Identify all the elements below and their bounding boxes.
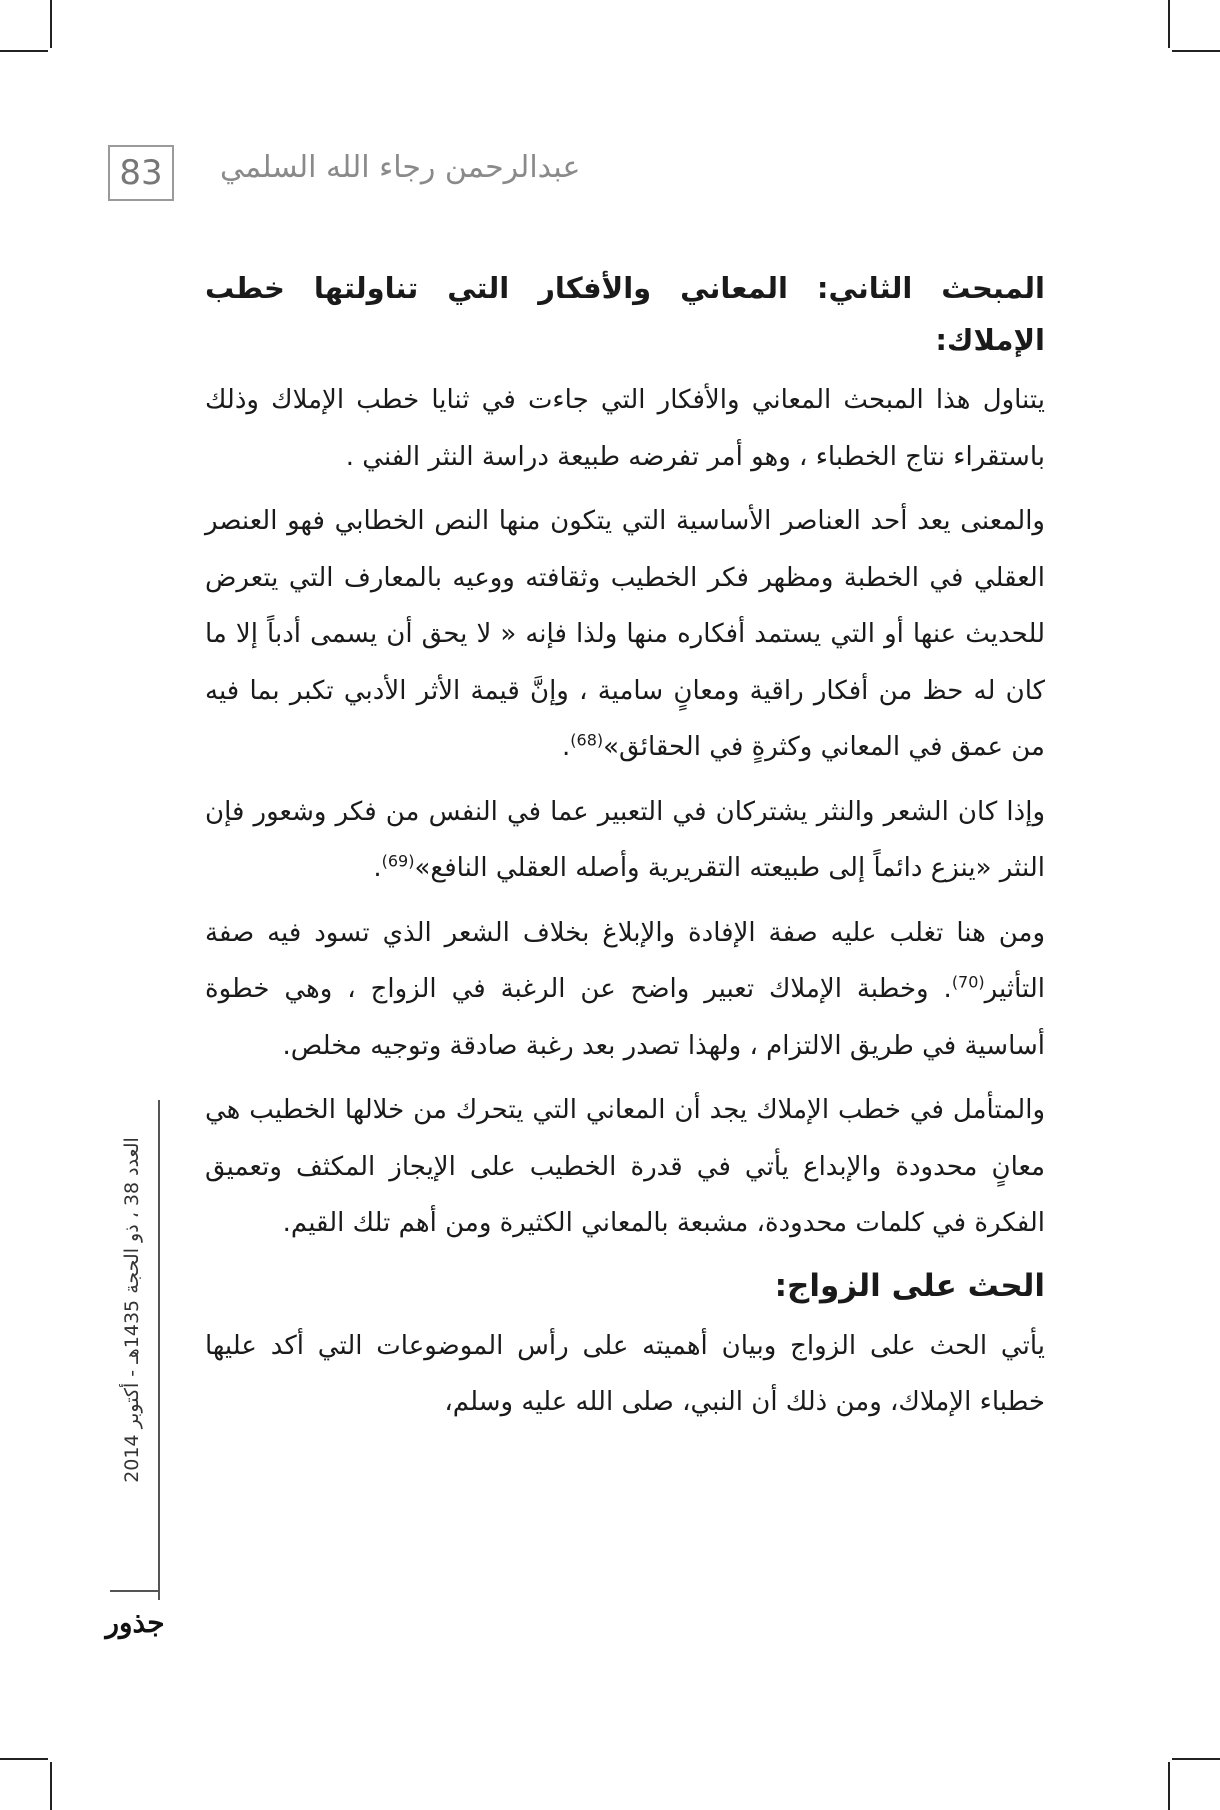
paragraph-2 — [205, 493, 1045, 776]
crop-mark-top-left-v — [50, 0, 52, 48]
crop-mark-bottom-right-v — [1168, 1762, 1170, 1810]
paragraph-4-text-a: ومن هنا تغلب عليه صفة الإفادة والإبلاغ بخلاف الشعر الذي تسود فيه صفة التأثير — [205, 917, 1045, 1004]
paragraph-3-text: وإذا كان الشعر والنثر يشتركان في التعبير عما في النفس من فكر وشعور فإن النثر «ينزع دائماً إلى طبيعته التقريرية وأصله العقلي النافع» — [205, 796, 1045, 883]
paragraph-2-end: . — [562, 732, 571, 762]
paragraph-4 — [205, 905, 1045, 1075]
crop-mark-top-right-v — [1168, 0, 1170, 48]
crop-mark-top-left-h — [0, 50, 48, 52]
crop-mark-top-right-h — [1172, 50, 1220, 52]
paragraph-5: والمتأمل في خطب الإملاك يجد أن المعاني التي يتحرك من خلالها الخطيب هي معانٍ محدودة والإبداع يأتي في قدرة الخطيب على الإيجاز المكثف وتعميق الفكرة في كلمات محدودة، مشبعة بالمعاني الكثيرة ومن أهم تلك القيم. — [205, 1095, 1045, 1238]
footnote-ref-70[interactable]: (70) — [951, 972, 985, 992]
crop-mark-bottom-left-v — [50, 1762, 52, 1810]
sidebar-divider — [158, 1100, 160, 1600]
footnote-ref-69[interactable]: (69) — [381, 851, 415, 871]
subsection-heading: الحث على الزواج: — [774, 1267, 1045, 1304]
paragraph-3-end: . — [373, 853, 382, 883]
running-head-author: عبدالرحمن رجاء الله السلمي — [220, 150, 581, 185]
article-body — [205, 262, 1045, 1439]
journal-issue-text: العدد 38 ، ذو الحجة 1435هـ - أكتوبر 2014 — [121, 1137, 143, 1483]
paragraph-1: يتناول هذا المبحث المعاني والأفكار التي جاءت في ثنايا خطب الإملاك وذلك باستقراء نتاج الخطباء ، وهو أمر تفرضه طبيعة دراسة النثر الفني . — [205, 385, 1045, 472]
journal-issue-sidebar — [112, 1100, 152, 1520]
paragraph-6: يأتي الحث على الزواج وبيان أهميته على رأس الموضوعات التي أكد عليها خطباء الإملاك، ومن ذلك أن النبي، صلى الله عليه وسلم، — [205, 1330, 1045, 1417]
paragraph-2-text: والمعنى يعد أحد العناصر الأساسية التي يتكون منها النص الخطابي فهو العنصر العقلي في الخطبة ومظهر فكر الخطيب وثقافته ووعيه بالمعارف التي يتعرض للحديث عنها أو التي يستمد أفكاره منها ولذا فإنه « لا يحق أن يسمى أدباً إلا ما كان له حظ من أفكار راقية ومعانٍ سامية ، وإنَّ قيمة الأثر الأدبي تكبر بما فيه من عمق في المعاني وكثرةٍ في الحقائق» — [205, 506, 1045, 762]
page-number: 83 — [108, 145, 174, 201]
footnote-ref-68[interactable]: (68) — [570, 730, 604, 750]
journal-logo: جذور — [105, 1606, 165, 1639]
paragraph-4-text-b: . وخطبة الإملاك تعبير واضح عن الرغبة في الزواج ، وهي خطوة أساسية في طريق الالتزام ، ولهذا تصدر بعد رغبة صادقة وتوجيه مخلص. — [205, 974, 1045, 1061]
sidebar-divider-horizontal — [110, 1590, 158, 1592]
paragraph-3 — [205, 784, 1045, 897]
section-heading: المبحث الثاني: المعاني والأفكار التي تناولتها خطب الإملاك: — [205, 271, 1045, 357]
crop-mark-bottom-right-h — [1172, 1758, 1220, 1760]
crop-mark-bottom-left-h — [0, 1758, 48, 1760]
